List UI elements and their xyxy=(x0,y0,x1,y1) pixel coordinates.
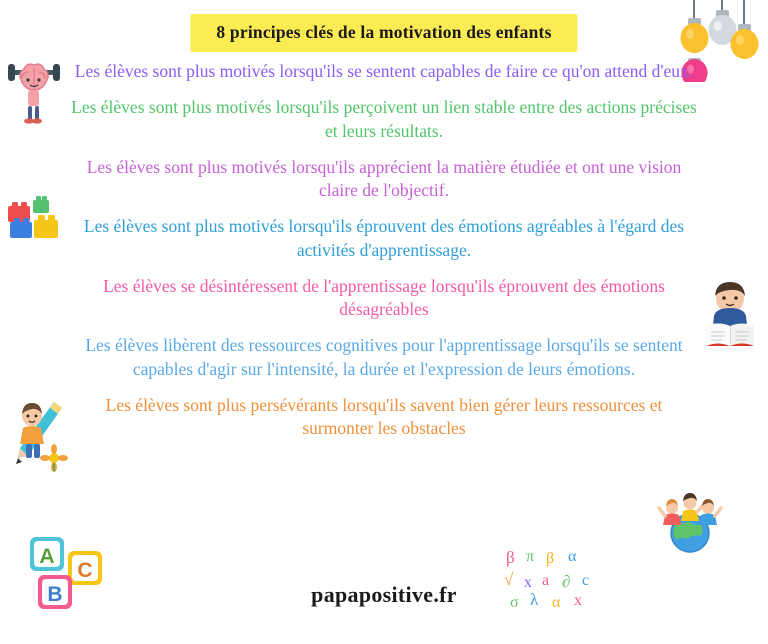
building-blocks-icon xyxy=(6,196,62,249)
svg-text:x: x xyxy=(524,574,532,591)
principle-item: Les élèves sont plus motivés lorsqu'ils perçoivent un lien stable entre des actions précises et leurs résultats. xyxy=(71,97,697,141)
svg-text:σ: σ xyxy=(510,594,519,609)
svg-text:π: π xyxy=(526,548,535,565)
principle-item: Les élèves sont plus motivés lorsqu'ils apprécient la matière étudiée et ont une vision claire de l'objectif. xyxy=(86,156,682,201)
svg-text:∂: ∂ xyxy=(562,572,571,591)
svg-text:α: α xyxy=(552,594,561,609)
svg-text:x: x xyxy=(574,592,582,609)
reading-child-icon xyxy=(700,280,760,355)
svg-text:β: β xyxy=(506,548,515,567)
svg-text:c: c xyxy=(582,572,590,589)
svg-text:√: √ xyxy=(504,570,514,589)
title-banner xyxy=(190,14,577,52)
svg-text:A: A xyxy=(39,545,55,568)
principle-item: Les élèves sont plus motivés lorsqu'ils se sentent capables de faire ce qu'on attend d'eux. xyxy=(74,61,694,81)
svg-text:β: β xyxy=(546,550,555,567)
svg-text:C: C xyxy=(77,559,93,582)
svg-text:λ: λ xyxy=(530,590,539,609)
footer xyxy=(0,582,768,608)
principle-item: Les élèves sont plus motivés lorsqu'ils éprouvent des émotions agréables à l'égard des activités d'apprentissage. xyxy=(83,216,685,260)
brain-weightlifter-icon xyxy=(6,58,62,129)
svg-text:B: B xyxy=(47,583,63,606)
principles-list xyxy=(60,60,708,453)
kids-globe-icon xyxy=(652,489,728,558)
pencil-child-icon xyxy=(6,396,68,477)
page-title: 8 principes clés de la motivation des enfants xyxy=(216,22,552,42)
svg-text:α: α xyxy=(568,548,577,565)
site-name: papapositive.fr xyxy=(311,582,457,607)
svg-text:a: a xyxy=(542,572,550,589)
principle-item: Les élèves se désintéressent de l'apprentissage lorsqu'ils éprouvent des émotions désagréables xyxy=(103,275,665,320)
principle-item: Les élèves sont plus persévérants lorsqu'ils savent bien gérer leurs ressources et surmonter les obstacles xyxy=(105,394,663,439)
principle-item: Les élèves libèrent des ressources cognitives pour l'apprentissage lorsqu'ils se sentent capables d'agir sur l'intensité, la durée et l'expression de leurs émotions. xyxy=(85,335,683,379)
